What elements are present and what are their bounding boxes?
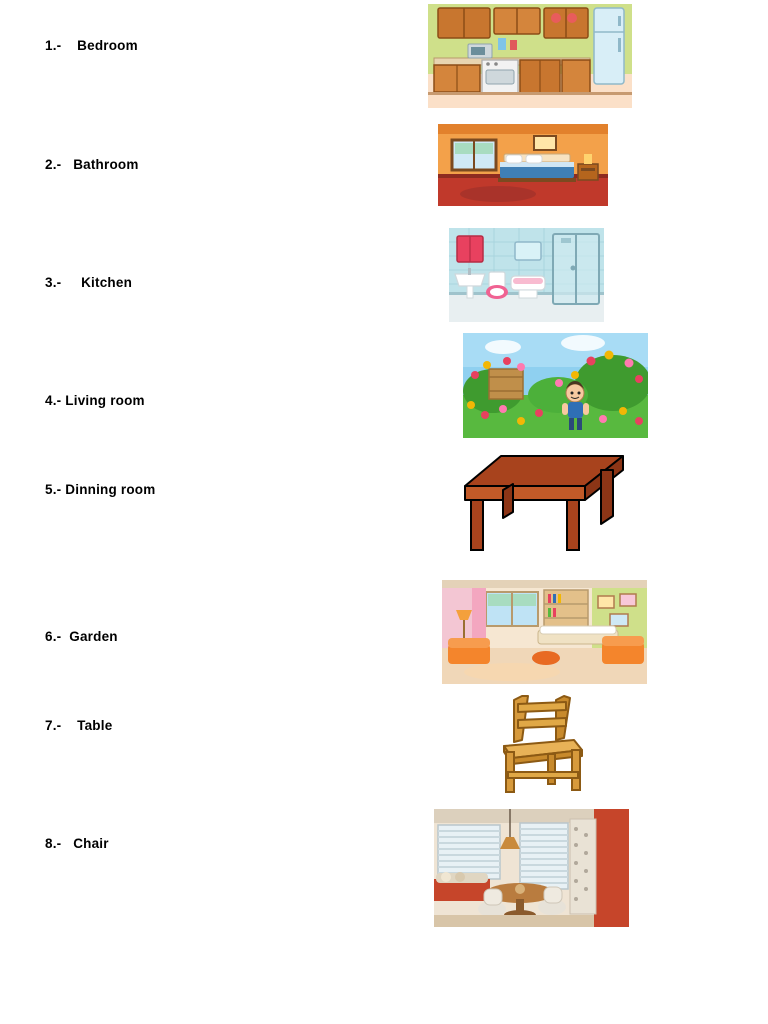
list-item-label-4: 4.- Living room: [45, 393, 145, 408]
list-item-label-7: 7.- Table: [45, 718, 113, 733]
living-room-illustration: [442, 580, 647, 684]
table-illustration: [455, 450, 635, 560]
kitchen-illustration: [428, 4, 632, 108]
list-item-label-1: 1.- Bedroom: [45, 38, 138, 53]
dining-room-illustration: [434, 809, 629, 927]
list-item-label-5: 5.- Dinning room: [45, 482, 156, 497]
list-item-label-6: 6.- Garden: [45, 629, 118, 644]
chair-illustration: [478, 690, 593, 800]
bathroom-illustration: [449, 228, 604, 322]
list-item-label-3: 3.- Kitchen: [45, 275, 133, 290]
bedroom-illustration: [438, 124, 608, 206]
garden-illustration: [463, 333, 648, 438]
list-item-label-2: 2.- Bathroom: [45, 157, 139, 172]
list-item-label-8: 8.- Chair: [45, 836, 109, 851]
